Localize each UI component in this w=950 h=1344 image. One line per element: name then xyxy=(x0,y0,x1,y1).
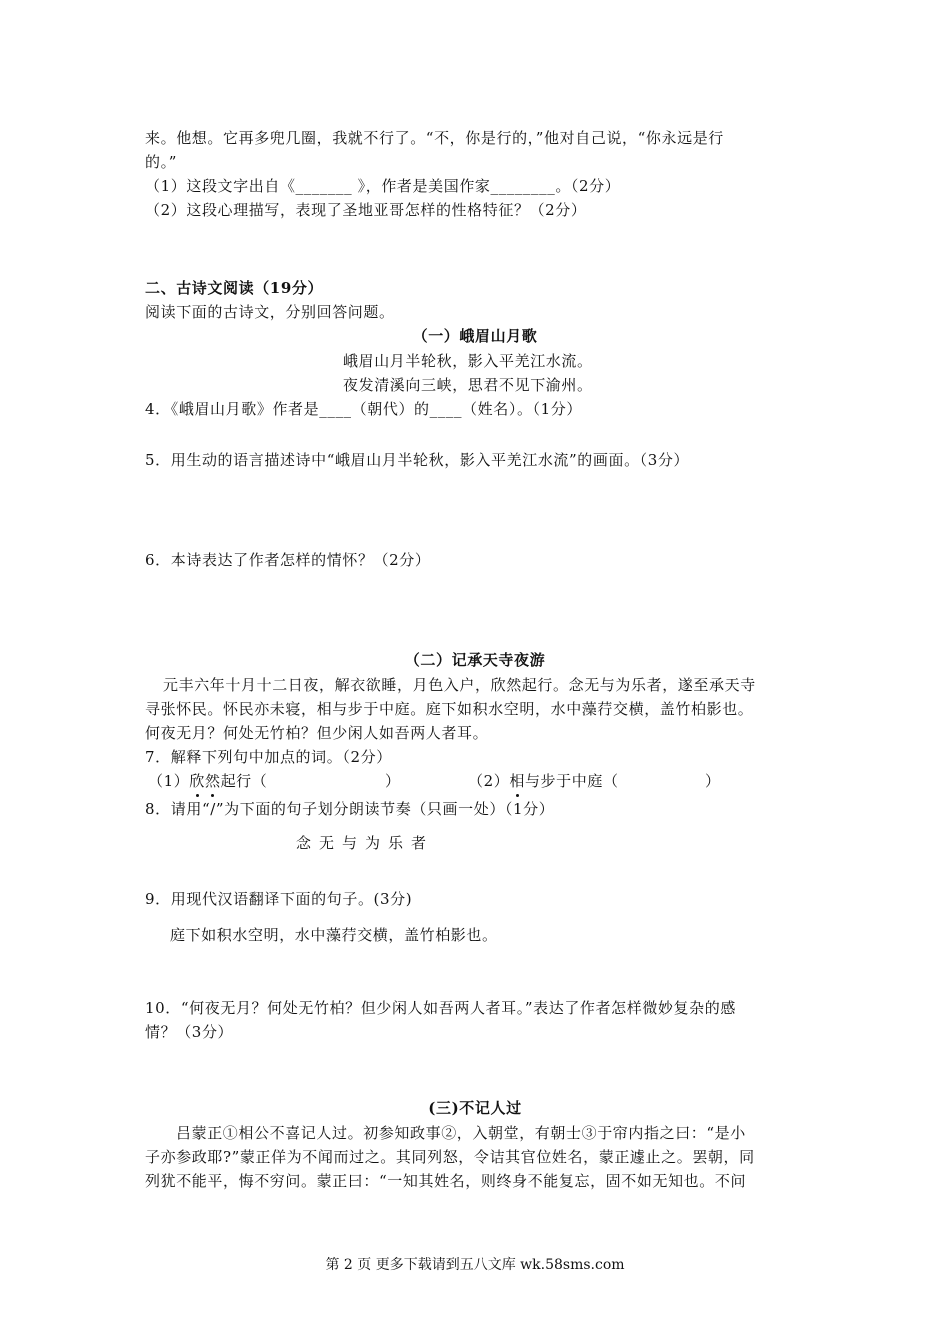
question-7-item-1-close: ） xyxy=(385,772,401,790)
prose2-line-3: 何夜无月？何处无竹柏？但少闲人如吾两人者耳。 xyxy=(145,724,489,742)
question-7: 7．解释下列句中加点的词。（2分） xyxy=(145,748,392,766)
prose3-line-1: 吕蒙正①相公不喜记人过。初参知政事②，入朝堂，有朝士③于帘内指之曰：“是小 xyxy=(176,1124,746,1142)
page-footer: 第 2 页 更多下载请到五八文库 wk.58sms.com xyxy=(325,1257,625,1273)
passage-line-2: 的。” xyxy=(145,153,177,171)
question-4: 4．《峨眉山月歌》作者是____（朝代）的____（姓名）。（1分） xyxy=(145,400,582,418)
section-intro: 阅读下面的古诗文，分别回答问题。 xyxy=(145,303,395,321)
item-text: 与步于中庭（ xyxy=(524,772,619,790)
dotted-char: 欣 xyxy=(189,769,205,793)
question-7-item-2 xyxy=(468,769,619,793)
item-number: （1） xyxy=(148,772,190,790)
prose2-line-2: 寻张怀民。怀民亦未寝，相与步于中庭。庭下如积水空明，水中藻荇交横，盖竹柏影也。 xyxy=(145,700,754,718)
question-9-sentence: 庭下如积水空明，水中藻荇交横，盖竹柏影也。 xyxy=(170,926,498,944)
item-number: （2） xyxy=(468,772,510,790)
question-5: 5．用生动的语言描述诗中“峨眉山月半轮秋，影入平羌江水流”的画面。（3分） xyxy=(145,451,690,469)
question-6: 6．本诗表达了作者怎样的情怀？（2分） xyxy=(145,551,431,569)
item-text: 起行（ xyxy=(220,772,268,790)
section-title: 二、古诗文阅读（19分） xyxy=(145,279,324,297)
question-7-item-2-close: ） xyxy=(705,772,721,790)
dotted-char: 然 xyxy=(205,769,221,793)
poem-title: （一）峨眉山月歌 xyxy=(412,327,538,345)
question-9: 9．用现代汉语翻译下面的句子。(3分) xyxy=(145,890,413,908)
question-10-line-1: 10．“何夜无月？何处无竹柏？但少闲人如吾两人者耳。”表达了作者怎样微妙复杂的感 xyxy=(145,999,736,1017)
passage-line-1: 来。他想。它再多兜几圈，我就不行了。“不，你是行的，”他对自己说，“你永远是行 xyxy=(145,129,724,147)
poem-line-2: 夜发清溪向三峡，思君不见下渝州。 xyxy=(343,376,593,394)
question-2: （2）这段心理描写，表现了圣地亚哥怎样的性格特征？（2分） xyxy=(145,201,587,219)
prose2-line-1: 元丰六年十月十二日夜，解衣欲睡，月色入户，欣然起行。念无与为乐者，遂至承天寺 xyxy=(163,676,756,694)
prose3-line-2: 子亦参政耶?”蒙正佯为不闻而过之。其同列怒，令诘其官位姓名，蒙正遽止之。罢朝，同 xyxy=(145,1148,755,1166)
prose3-title: (三)不记人过 xyxy=(428,1099,522,1117)
question-10-line-2: 情？（3分） xyxy=(145,1023,234,1041)
question-7-item-1 xyxy=(148,769,267,793)
dotted-char: 相 xyxy=(509,769,525,793)
question-1: （1）这段文字出自《_______ 》，作者是美国作家________。（2分） xyxy=(145,177,621,195)
question-8-sentence: 念无与为乐者 xyxy=(296,834,435,852)
poem-line-1: 峨眉山月半轮秋，影入平羌江水流。 xyxy=(343,352,593,370)
prose2-title: （二）记承天寺夜游 xyxy=(404,651,546,669)
question-8: 8．请用“/”为下面的句子划分朗读节奏（只画一处）（1分） xyxy=(145,800,555,818)
prose3-line-3: 列犹不能平，悔不穷问。蒙正曰：“一知其姓名，则终身不能复忘，固不如无知也。不问 xyxy=(145,1172,747,1190)
